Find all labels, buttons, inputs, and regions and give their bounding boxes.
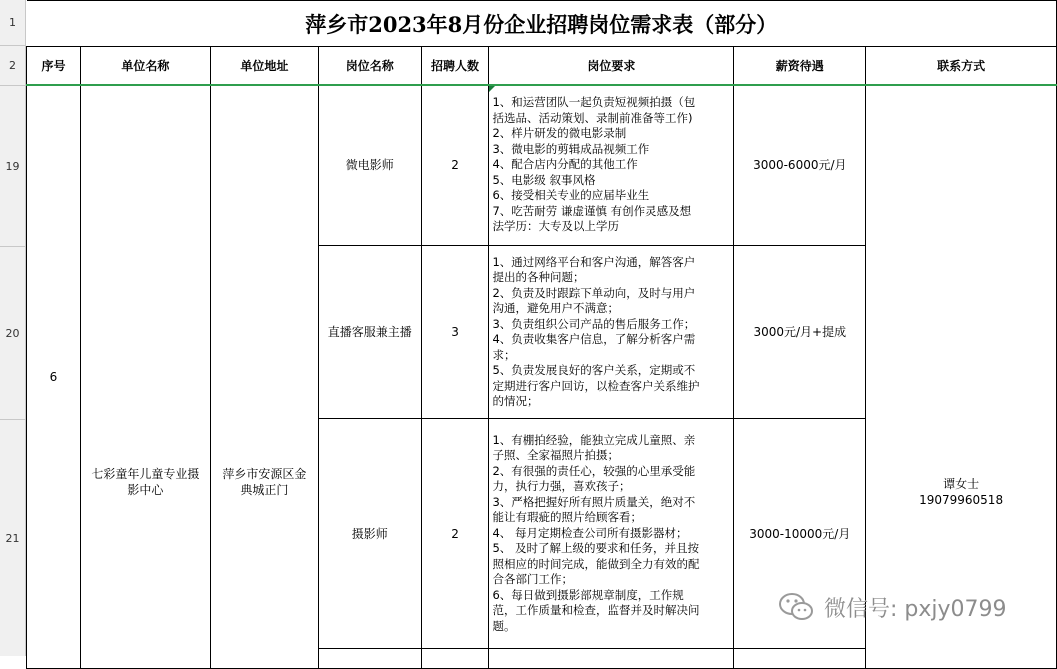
cell-position[interactable]: 直播客服兼主播 <box>318 246 421 419</box>
header-address[interactable]: 单位地址 <box>210 47 318 85</box>
cell-empty[interactable] <box>318 649 421 669</box>
cell-count[interactable]: 2 <box>421 419 489 649</box>
frozen-pane-divider <box>26 84 1057 86</box>
row-header-21[interactable]: 21 <box>0 420 26 656</box>
header-salary[interactable]: 薪资待遇 <box>734 47 866 85</box>
cell-index[interactable]: 6 <box>27 85 81 669</box>
watermark <box>778 590 1007 624</box>
cell-contact[interactable]: 谭女士 19079960518 <box>866 85 1057 669</box>
wechat-icon <box>778 591 814 623</box>
watermark-text: 微信号: pxjy0799 <box>824 596 1007 622</box>
cell-requirements[interactable]: 1、有棚拍经验，能独立完成儿童照、亲 子照、全家福照片拍摄； 2、有很强的责任心，较强的心里承受能 力，执行力强，喜欢孩子； 3、严格把握好所有照片质量关，绝对不 能让有瑕疵的照片给顾客看； 4、 每月定期检查公司所有摄影器材； 5、 及时了解上级的要求和任务，并且按 照相应的时间完成，能做到全力有效的配 合各部门工作； 6、每日做到摄影部规章制度，工作规 范，工作质量和检查，监督并及时解决问 题。 <box>489 419 734 649</box>
cell-requirements[interactable]: 1、通过网络平台和客户沟通，解答客户 提出的各种问题； 2、负责及时跟踪下单动向，及时与用户 沟通，避免用户不满意； 3、负责组织公司产品的售后服务工作； 4、负责收集客户信息，了解分析客户需 求； 5、负责发展良好的客户关系，定期或不 定期进行客户回访，以检查客户关系维护 的情况； <box>489 246 734 419</box>
cell-count[interactable]: 2 <box>421 85 489 246</box>
cell-position[interactable]: 微电影师 <box>318 85 421 246</box>
row-header-20[interactable]: 20 <box>0 247 26 420</box>
cell-empty[interactable] <box>734 649 866 669</box>
header-index[interactable]: 序号 <box>27 47 81 85</box>
cell-salary[interactable]: 3000元/月+提成 <box>734 246 866 419</box>
cell-comment-indicator <box>489 86 495 92</box>
cell-empty[interactable] <box>489 649 734 669</box>
table-title[interactable]: 萍乡市2023年8月份企业招聘岗位需求表（部分） <box>27 1 1057 47</box>
row-header-19[interactable]: 19 <box>0 86 26 247</box>
cell-salary[interactable]: 3000-6000元/月 <box>734 85 866 246</box>
header-company[interactable]: 单位名称 <box>80 47 210 85</box>
header-requirements[interactable]: 岗位要求 <box>489 47 734 85</box>
cell-requirements[interactable]: 1、和运营团队一起负责短视频拍摄（包 括选品、活动策划、录制前准备等工作) 2、样片研发的微电影录制 3、微电影的剪辑成品视频工作 4、配合店内分配的其他工作 5、电影级 叙事风格 6、接受相关专业的应届毕业生 7、吃苦耐劳 谦虚谨慎 有创作灵感及想 法学历：大专及以上学历 <box>489 85 734 246</box>
cell-empty[interactable] <box>421 649 489 669</box>
cell-company[interactable]: 七彩童年儿童专业摄 影中心 <box>80 85 210 669</box>
cell-address[interactable]: 萍乡市安源区金 典城正门 <box>210 85 318 669</box>
cell-count[interactable]: 3 <box>421 246 489 419</box>
row-header-2[interactable]: 2 <box>0 46 26 86</box>
row-header-1[interactable]: 1 <box>0 0 26 46</box>
header-position[interactable]: 岗位名称 <box>318 47 421 85</box>
cell-salary[interactable]: 3000-10000元/月 <box>734 419 866 649</box>
cell-position[interactable]: 摄影师 <box>318 419 421 649</box>
header-count[interactable]: 招聘人数 <box>421 47 489 85</box>
recruitment-table <box>26 0 1057 669</box>
header-contact[interactable]: 联系方式 <box>866 47 1057 85</box>
